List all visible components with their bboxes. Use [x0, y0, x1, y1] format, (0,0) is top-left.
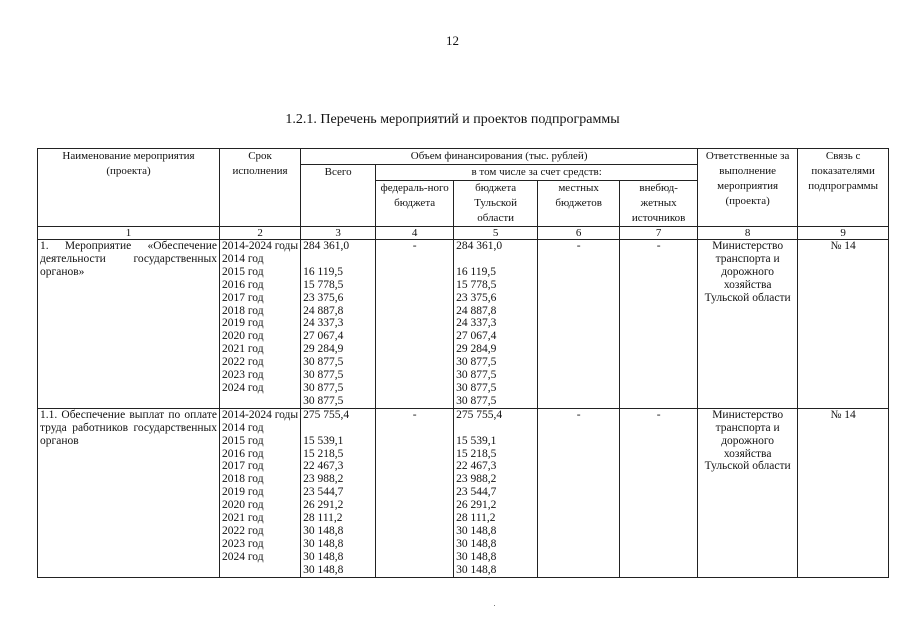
header-extra: внебюд-жетных источников	[620, 181, 698, 227]
list-value: 2020 год	[222, 499, 264, 512]
period-label: 2014-2024 годы	[222, 408, 299, 421]
list-value: 15 539,1	[456, 434, 497, 447]
list-value: 2016 год	[222, 447, 264, 460]
year-list	[222, 422, 298, 564]
list-value: 15 539,1	[303, 434, 344, 447]
list-value: 29 284,9	[303, 343, 344, 356]
list-value: 2022 год	[222, 356, 264, 369]
header-funding: Объем финансирования (тыс. рублей)	[301, 149, 698, 165]
list-value: 30 877,5	[303, 394, 344, 407]
list-value: 23 544,7	[303, 486, 344, 499]
federal-cell: -	[376, 408, 454, 577]
regional-cell	[454, 240, 538, 409]
list-value: 23 988,2	[303, 473, 344, 486]
column-number: 1	[38, 227, 220, 240]
regional-cell	[454, 408, 538, 577]
table-row	[38, 408, 889, 577]
extra-cell: -	[620, 240, 698, 409]
total-by-year	[303, 435, 373, 577]
period-label: 2014-2024 годы	[222, 240, 299, 252]
list-value: 2015 год	[222, 434, 264, 447]
list-value: 24 887,8	[303, 304, 344, 317]
list-value: 22 467,3	[303, 460, 344, 473]
extra-cell: -	[620, 408, 698, 577]
list-value: 15 778,5	[456, 278, 497, 291]
list-value: 28 111,2	[303, 512, 343, 525]
list-value: 26 291,2	[303, 499, 344, 512]
list-value: 2022 год	[222, 524, 264, 537]
list-value: 30 877,5	[456, 381, 497, 394]
list-value: 15 778,5	[303, 278, 344, 291]
header-term: Срок исполнения	[220, 149, 301, 227]
responsible-cell: Министерство транспорта и дорожного хозяйства Тульской области	[698, 408, 798, 577]
list-value: 16 119,5	[456, 265, 496, 278]
list-value: 26 291,2	[456, 499, 497, 512]
term-cell	[220, 408, 301, 577]
total-sum: 275 755,4	[303, 408, 350, 421]
list-value: 30 877,5	[303, 369, 344, 382]
list-value: 15 218,5	[303, 447, 344, 460]
header-responsible: Ответственные за выполнение мероприятия (проекта)	[698, 149, 798, 227]
list-value: 30 148,8	[456, 550, 497, 563]
column-number: 4	[376, 227, 454, 240]
list-value: 23 375,6	[303, 291, 344, 304]
list-value: 27 067,4	[456, 330, 497, 343]
header-link: Связь с показателями подпрограммы	[798, 149, 889, 227]
regional-by-year	[456, 435, 535, 577]
list-value: 30 148,8	[456, 524, 497, 537]
section-title: 1.2.1. Перечень мероприятий и проектов подпрограммы	[285, 112, 620, 127]
header-local: местных бюджетов	[538, 181, 620, 227]
list-value: 23 544,7	[456, 486, 497, 499]
list-value: 2018 год	[222, 473, 264, 486]
list-value: 28 111,2	[456, 512, 496, 525]
column-number: 2	[220, 227, 301, 240]
list-value: 30 877,5	[303, 381, 344, 394]
local-cell: -	[538, 408, 620, 577]
list-value: 30 877,5	[456, 394, 497, 407]
list-value: 16 119,5	[303, 265, 343, 278]
total-cell	[301, 240, 376, 409]
column-number: 8	[698, 227, 798, 240]
header-name: Наименование мероприятия (проекта)	[38, 149, 220, 227]
list-value: 2016 год	[222, 278, 264, 291]
list-value: 2021 год	[222, 512, 264, 525]
column-numbers-row	[38, 227, 889, 240]
column-number: 3	[301, 227, 376, 240]
list-value: 24 887,8	[456, 304, 497, 317]
list-value: 30 148,8	[456, 537, 497, 550]
list-value: 2014 год	[222, 252, 264, 265]
list-value: 2015 год	[222, 265, 264, 278]
measure-name: 1. Мероприятие «Обеспечение деятельности государственных органов»	[38, 240, 220, 409]
page-number: 12	[446, 33, 459, 48]
regional-sum: 284 361,0	[456, 240, 503, 252]
term-cell	[220, 240, 301, 409]
regional-sum: 275 755,4	[456, 408, 503, 421]
federal-cell: -	[376, 240, 454, 409]
list-value: 24 337,3	[456, 317, 497, 330]
table-header	[38, 149, 889, 240]
link-cell: № 14	[798, 408, 889, 577]
column-number: 9	[798, 227, 889, 240]
list-value: 2021 год	[222, 343, 264, 356]
list-value: 2024 год	[222, 381, 264, 394]
list-value: 30 877,5	[456, 369, 497, 382]
list-value: 22 467,3	[456, 460, 497, 473]
list-value: 2020 год	[222, 330, 264, 343]
list-value: 30 148,8	[303, 524, 344, 537]
regional-by-year	[456, 266, 535, 408]
column-number: 5	[454, 227, 538, 240]
list-value: 30 877,5	[456, 356, 497, 369]
list-value: 2023 год	[222, 369, 264, 382]
list-value: 2019 год	[222, 317, 264, 330]
list-value: 30 148,8	[303, 550, 344, 563]
list-value: 2024 год	[222, 550, 264, 563]
total-by-year	[303, 266, 373, 408]
list-value: 30 148,8	[456, 563, 497, 576]
list-value: 2018 год	[222, 304, 264, 317]
list-value: 29 284,9	[456, 343, 497, 356]
list-value: 2019 год	[222, 486, 264, 499]
list-value: 27 067,4	[303, 330, 344, 343]
table-row	[38, 240, 889, 409]
column-number: 6	[538, 227, 620, 240]
list-value: 15 218,5	[456, 447, 497, 460]
column-number: 7	[620, 227, 698, 240]
header-total: Всего	[301, 165, 376, 227]
list-value: 2023 год	[222, 537, 264, 550]
total-cell	[301, 408, 376, 577]
list-value: 23 375,6	[456, 291, 497, 304]
measure-name: 1.1. Обеспечение выплат по оплате труда работников государственных органов	[38, 408, 220, 577]
year-list	[222, 253, 298, 395]
list-value: 2017 год	[222, 460, 264, 473]
responsible-cell: Министерство транспорта и дорожного хозяйства Тульской области	[698, 240, 798, 409]
list-value: 23 988,2	[456, 473, 497, 486]
local-cell: -	[538, 240, 620, 409]
scan-speck	[494, 605, 495, 606]
link-cell: № 14	[798, 240, 889, 409]
list-value: 2017 год	[222, 291, 264, 304]
header-regional: бюджета Тульской области	[454, 181, 538, 227]
total-sum: 284 361,0	[303, 240, 350, 252]
list-value: 2014 год	[222, 421, 264, 434]
list-value: 30 148,8	[303, 537, 344, 550]
list-value: 30 877,5	[303, 356, 344, 369]
header-federal: федераль-ного бюджета	[376, 181, 454, 227]
header-including: в том числе за счет средств:	[376, 165, 698, 181]
list-value: 30 148,8	[303, 563, 344, 576]
list-value: 24 337,3	[303, 317, 344, 330]
measures-table	[37, 148, 889, 578]
